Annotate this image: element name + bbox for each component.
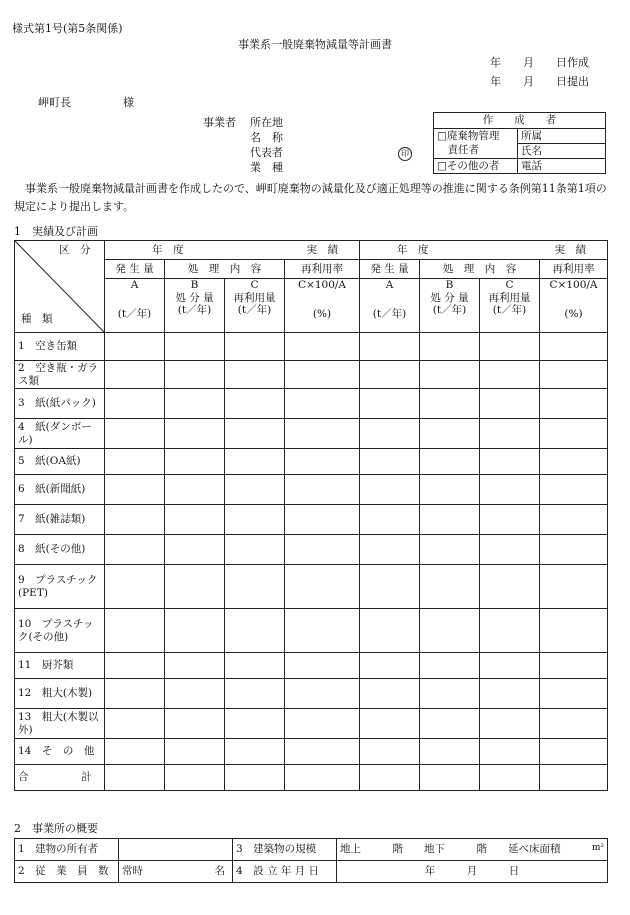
input-cell[interactable] [285, 505, 360, 535]
input-cell[interactable] [225, 475, 285, 505]
table-row [15, 449, 608, 475]
scale-unit-m2: m² [591, 843, 604, 854]
input-cell[interactable] [165, 609, 225, 653]
input-cell[interactable] [105, 505, 165, 535]
input-cell[interactable] [540, 709, 608, 739]
table-row [15, 333, 608, 361]
input-cell[interactable] [360, 709, 420, 739]
input-cell[interactable] [105, 709, 165, 739]
author-role-manager: □廃棄物管理 [434, 129, 518, 144]
input-cell[interactable] [360, 739, 420, 765]
input-cell[interactable] [540, 739, 608, 765]
input-cell[interactable] [360, 389, 420, 419]
input-cell[interactable] [225, 419, 285, 449]
input-cell[interactable] [420, 333, 480, 361]
input-cell[interactable] [165, 653, 225, 679]
input-cell[interactable] [480, 535, 540, 565]
input-cell[interactable] [105, 535, 165, 565]
waste-type-label: 10 プラスチック(その他) [15, 609, 105, 653]
addressee-suffix: 様 [123, 96, 134, 109]
input-cell[interactable] [225, 609, 285, 653]
col-c-1: C 再利用量 (t／年) [225, 279, 285, 333]
total-cell[interactable] [420, 765, 480, 791]
waste-type-label: 6 紙(新聞紙) [15, 475, 105, 505]
col-generation-1: 発 生 量 [105, 260, 165, 279]
col-treatment-2: 処 理 内 容 [420, 260, 540, 279]
period2-header [360, 241, 608, 260]
table-row [15, 419, 608, 449]
input-cell[interactable] [165, 389, 225, 419]
input-cell[interactable] [165, 449, 225, 475]
input-cell[interactable] [105, 739, 165, 765]
waste-type-label: 1 空き缶類 [15, 333, 105, 361]
employees-value[interactable] [119, 861, 233, 883]
col-rate-formula-2: C×100/A (%) [540, 279, 608, 333]
input-cell[interactable] [285, 449, 360, 475]
input-cell[interactable] [480, 709, 540, 739]
input-cell[interactable] [480, 449, 540, 475]
header-shurui: 種 類 [21, 313, 53, 325]
input-cell[interactable] [480, 475, 540, 505]
input-cell[interactable] [480, 609, 540, 653]
input-cell[interactable] [540, 389, 608, 419]
waste-type-label: 9 プラスチック(PET) [15, 565, 105, 609]
input-cell[interactable] [420, 535, 480, 565]
input-cell[interactable] [480, 333, 540, 361]
table-row [15, 361, 608, 389]
waste-rows [15, 333, 608, 765]
author-box-header: 作 成 者 [434, 113, 606, 129]
input-cell[interactable] [165, 739, 225, 765]
input-cell[interactable] [360, 609, 420, 653]
input-cell[interactable] [540, 535, 608, 565]
business-label: 事業者 [203, 116, 236, 129]
total-cell[interactable] [480, 765, 540, 791]
waste-type-label: 2 空き瓶・ガラス類 [15, 361, 105, 389]
table-row [15, 739, 608, 765]
input-cell[interactable] [225, 679, 285, 709]
input-cell[interactable] [540, 419, 608, 449]
scale-value-text: 地上 階 地下 階 延べ床面積 [340, 843, 561, 856]
seal-mark [398, 146, 412, 161]
table-row [15, 565, 608, 609]
header-kubun: 区 分 [59, 244, 91, 256]
author-name-label: 氏名 [518, 144, 606, 159]
total-cell[interactable] [165, 765, 225, 791]
scale-label: 3 建築物の規模 [233, 839, 337, 861]
intro-text: 事業系一般廃棄物減量計画書を作成したので、岬町廃棄物の減量化及び適正処理等の推進に関する条例第11条第1項の規定により提出します。 [14, 182, 607, 213]
section2-title: 2 事業所の概要 [14, 822, 98, 835]
table-row [15, 505, 608, 535]
document-title: 事業系一般廃棄物減量等計画書 [238, 38, 392, 51]
table-row [15, 709, 608, 739]
input-cell[interactable] [105, 679, 165, 709]
employees-label: 2 従 業 員 数 [15, 861, 119, 883]
input-cell[interactable] [105, 565, 165, 609]
period1-jisseki: 実 績 [306, 243, 338, 256]
input-cell[interactable] [225, 389, 285, 419]
date-submitted: 年 月 日提出 [490, 75, 589, 88]
input-cell[interactable] [360, 565, 420, 609]
input-cell[interactable] [420, 653, 480, 679]
input-cell[interactable] [540, 565, 608, 609]
input-cell[interactable] [480, 505, 540, 535]
input-cell[interactable] [420, 565, 480, 609]
input-cell[interactable] [420, 709, 480, 739]
results-plan-table [14, 240, 608, 791]
col-reuse-rate-1: 再利用率 [285, 260, 360, 279]
input-cell[interactable] [165, 475, 225, 505]
input-cell[interactable] [540, 333, 608, 361]
author-role-other: □その他の者 [434, 159, 518, 174]
input-cell[interactable] [165, 679, 225, 709]
author-box [433, 112, 606, 174]
input-cell[interactable] [285, 389, 360, 419]
input-cell[interactable] [540, 653, 608, 679]
input-cell[interactable] [285, 709, 360, 739]
employees-regular: 常時 [122, 865, 143, 878]
waste-type-label: 11 厨芥類 [15, 653, 105, 679]
input-cell[interactable] [540, 361, 608, 389]
input-cell[interactable] [360, 475, 420, 505]
established-label: 4 設 立 年 月 日 [233, 861, 337, 883]
business-address-label: 所在地 [250, 116, 283, 129]
input-cell[interactable] [360, 449, 420, 475]
input-cell[interactable] [105, 389, 165, 419]
business-name-label: 名 称 [250, 131, 283, 144]
waste-type-label: 7 紙(雑誌類) [15, 505, 105, 535]
input-cell[interactable] [105, 419, 165, 449]
input-cell[interactable] [225, 449, 285, 475]
col-generation-2: 発 生 量 [360, 260, 420, 279]
input-cell[interactable] [285, 609, 360, 653]
employees-unit: 名 [214, 865, 225, 878]
input-cell[interactable] [420, 475, 480, 505]
table-row [15, 535, 608, 565]
established-value[interactable]: 年 月 日 [337, 861, 608, 883]
table-row [15, 389, 608, 419]
input-cell[interactable] [225, 333, 285, 361]
owner-value[interactable] [119, 839, 233, 861]
input-cell[interactable] [540, 505, 608, 535]
input-cell[interactable] [420, 449, 480, 475]
input-cell[interactable] [165, 505, 225, 535]
input-cell[interactable] [480, 361, 540, 389]
input-cell[interactable] [360, 361, 420, 389]
input-cell[interactable] [105, 609, 165, 653]
input-cell[interactable] [360, 679, 420, 709]
input-cell[interactable] [105, 333, 165, 361]
business-type-label: 業 種 [250, 161, 283, 174]
section1-title: 1 実績及び計画 [14, 225, 98, 238]
input-cell[interactable] [360, 535, 420, 565]
input-cell[interactable] [225, 361, 285, 389]
input-cell[interactable] [285, 565, 360, 609]
owner-label: 1 建物の所有者 [15, 839, 119, 861]
input-cell[interactable] [165, 709, 225, 739]
input-cell[interactable] [165, 361, 225, 389]
input-cell[interactable] [360, 653, 420, 679]
col-b-1: B 処 分 量 (t／年) [165, 279, 225, 333]
input-cell[interactable] [165, 419, 225, 449]
table-row [15, 653, 608, 679]
input-cell[interactable] [225, 535, 285, 565]
waste-type-label: 3 紙(紙パック) [15, 389, 105, 419]
author-dept-label: 所属 [518, 129, 606, 144]
input-cell[interactable] [480, 679, 540, 709]
input-cell[interactable] [285, 653, 360, 679]
input-cell[interactable] [285, 361, 360, 389]
input-cell[interactable] [165, 535, 225, 565]
author-phone-label: 電話 [518, 159, 606, 174]
input-cell[interactable] [105, 653, 165, 679]
waste-type-label: 14 そ の 他 [15, 739, 105, 765]
col-c-2: C 再利用量 (t／年) [480, 279, 540, 333]
table-row [15, 609, 608, 653]
input-cell[interactable] [165, 333, 225, 361]
form-number: 様式第1号(第5条関係) [12, 22, 123, 35]
diagonal-header-cell [15, 241, 105, 333]
input-cell[interactable] [105, 449, 165, 475]
input-cell[interactable] [360, 419, 420, 449]
input-cell[interactable] [105, 475, 165, 505]
input-cell[interactable] [540, 609, 608, 653]
input-cell[interactable] [285, 739, 360, 765]
input-cell[interactable] [420, 679, 480, 709]
addressee-name: 岬町長 [38, 96, 71, 109]
waste-type-label: 8 紙(その他) [15, 535, 105, 565]
input-cell[interactable] [105, 361, 165, 389]
waste-type-label: 13 粗大(木製以外) [15, 709, 105, 739]
scale-value[interactable] [337, 839, 608, 861]
total-cell[interactable] [285, 765, 360, 791]
total-cell[interactable] [360, 765, 420, 791]
input-cell[interactable] [480, 565, 540, 609]
input-cell[interactable] [225, 565, 285, 609]
seal-icon: 印 [398, 147, 412, 161]
input-cell[interactable] [225, 709, 285, 739]
input-cell[interactable] [285, 419, 360, 449]
col-rate-formula-1: C×100/A (%) [285, 279, 360, 333]
input-cell[interactable] [165, 565, 225, 609]
input-cell[interactable] [420, 419, 480, 449]
input-cell[interactable] [540, 679, 608, 709]
col-a-2: A (t／年) [360, 279, 420, 333]
input-cell[interactable] [285, 535, 360, 565]
input-cell[interactable] [420, 739, 480, 765]
waste-type-label: 4 紙(ダンボール) [15, 419, 105, 449]
input-cell[interactable] [285, 475, 360, 505]
input-cell[interactable] [540, 449, 608, 475]
input-cell[interactable] [225, 505, 285, 535]
business-rep-label: 代表者 [250, 146, 283, 159]
input-cell[interactable] [540, 475, 608, 505]
input-cell[interactable] [360, 333, 420, 361]
total-cell[interactable] [105, 765, 165, 791]
period2-jisseki: 実 績 [554, 243, 586, 256]
period2-nendo: 年 度 [397, 243, 429, 256]
col-b-2: B 処 分 量 (t／年) [420, 279, 480, 333]
col-a-1: A (t／年) [105, 279, 165, 333]
input-cell[interactable] [420, 389, 480, 419]
col-reuse-rate-2: 再利用率 [540, 260, 608, 279]
total-cell[interactable] [225, 765, 285, 791]
input-cell[interactable] [420, 609, 480, 653]
waste-type-label: 12 粗大(木製) [15, 679, 105, 709]
input-cell[interactable] [480, 419, 540, 449]
input-cell[interactable] [360, 505, 420, 535]
author-role-manager-2: 責任者 [434, 144, 518, 159]
col-treatment-1: 処 理 内 容 [165, 260, 285, 279]
input-cell[interactable] [480, 739, 540, 765]
input-cell[interactable] [480, 389, 540, 419]
table-row [15, 475, 608, 505]
period1-header [105, 241, 360, 260]
input-cell[interactable] [420, 505, 480, 535]
date-created: 年 月 日作成 [490, 56, 589, 69]
input-cell[interactable] [420, 361, 480, 389]
period1-nendo: 年 度 [152, 243, 184, 256]
total-cell[interactable] [540, 765, 608, 791]
input-cell[interactable] [285, 679, 360, 709]
input-cell[interactable] [480, 653, 540, 679]
waste-type-label: 5 紙(OA紙) [15, 449, 105, 475]
office-overview-table [14, 838, 608, 883]
input-cell[interactable] [225, 653, 285, 679]
input-cell[interactable] [225, 739, 285, 765]
input-cell[interactable] [285, 333, 360, 361]
table-row [15, 679, 608, 709]
total-label: 合 計 [15, 765, 105, 791]
